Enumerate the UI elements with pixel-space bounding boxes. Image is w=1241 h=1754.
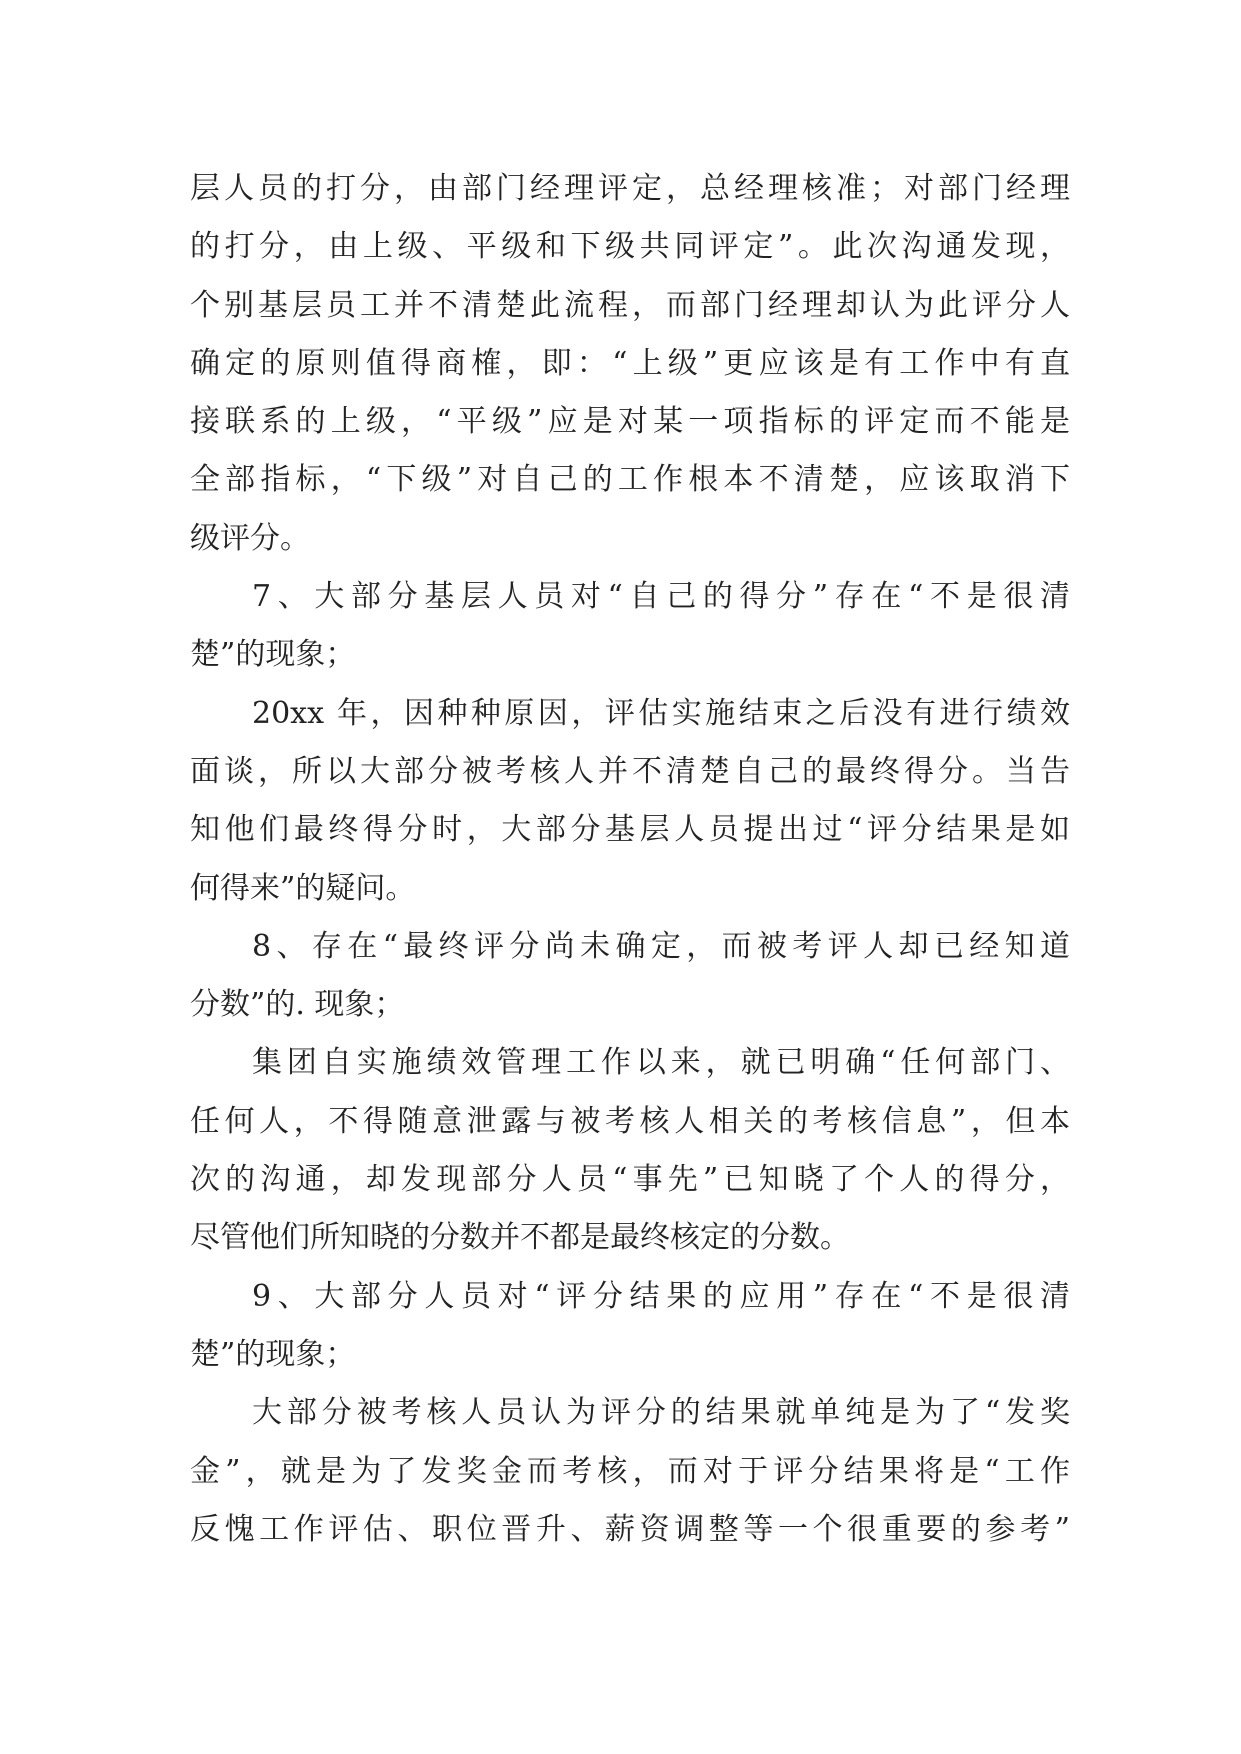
text-line: 次的沟通，却发现部分人员“事先”已知晓了个人的得分， (190, 1162, 1070, 1198)
text-line: 楚”的现象； (190, 637, 356, 673)
text-line: 20xx 年，因种种原因，评估实施结束之后没有进行绩效 (252, 695, 1070, 731)
text-line: 的打分，由上级、平级和下级共同评定”。此次沟通发现， (190, 229, 1070, 265)
text-line: 确定的原则值得商榷，即：“上级”更应该是有工作中有直 (190, 345, 1070, 381)
text-line: 知他们最终得分时，大部分基层人员提出过“评分结果是如 (190, 812, 1070, 848)
text-line: 任何人，不得随意泄露与被考核人相关的考核信息”，但本 (190, 1103, 1070, 1139)
text-line: 金”，就是为了发奖金而考核，而对于评分结果将是“工作 (190, 1453, 1070, 1489)
text-line: 层人员的打分，由部门经理评定，总经理核准；对部门经理 (190, 171, 1070, 206)
text-line: 接联系的上级，“平级”应是对某一项指标的评定而不能是 (190, 404, 1070, 440)
text-line: 楚”的现象； (190, 1336, 356, 1372)
text-line: 8、存在“最终评分尚未确定，而被考评人却已经知道 (252, 928, 1070, 964)
text-line: 全部指标，“下级”对自己的工作根本不清楚，应该取消下 (190, 462, 1070, 498)
text-line: 面谈，所以大部分被考核人并不清楚自己的最终得分。当告 (190, 753, 1070, 789)
text-line: 9、大部分人员对“评分结果的应用”存在“不是很清 (252, 1278, 1070, 1314)
text-line: 分数”的. 现象； (190, 987, 405, 1023)
text-line: 大部分被考核人员认为评分的结果就单纯是为了“发奖 (252, 1395, 1070, 1431)
text-line: 何得来”的疑问。 (190, 870, 416, 906)
text-line: 集团自实施绩效管理工作以来，就已明确“任何部门、 (252, 1045, 1070, 1081)
text-line: 级评分。 (190, 520, 310, 556)
text-line: 7、大部分基层人员对“自己的得分”存在“不是很清 (252, 579, 1070, 615)
text-line: 反愧工作评估、职位晋升、薪资调整等一个很重要的参考” (190, 1511, 1070, 1547)
text-line: 个别基层员工并不清楚此流程，而部门经理却认为此评分人 (190, 287, 1070, 323)
text-line: 尽管他们所知晓的分数并不都是最终核定的分数。 (190, 1220, 850, 1256)
document-body (190, 160, 1070, 1559)
